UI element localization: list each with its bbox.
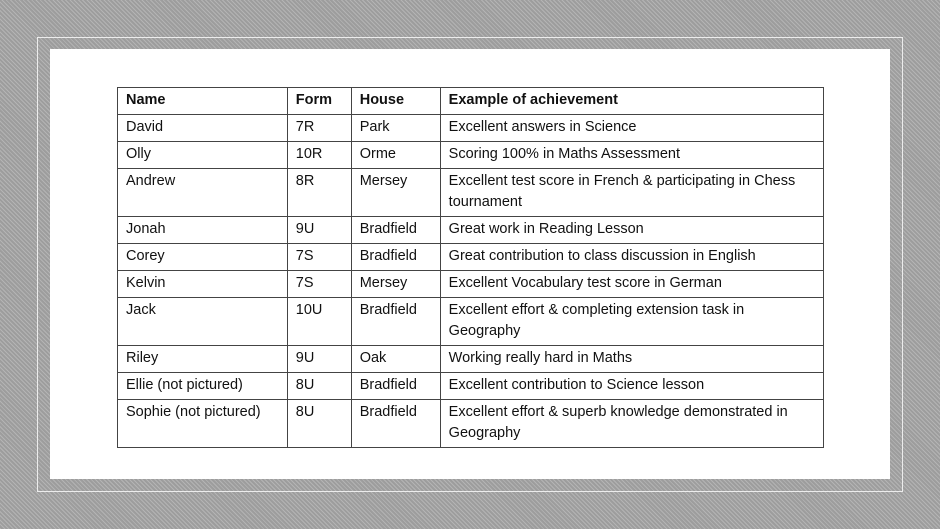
cell-achievement: Excellent contribution to Science lesson	[440, 373, 823, 400]
cell-house: Mersey	[351, 271, 440, 298]
header-form: Form	[287, 88, 351, 115]
cell-name: David	[118, 115, 288, 142]
table-row	[118, 142, 824, 169]
cell-form: 8U	[287, 373, 351, 400]
header-achievement: Example of achievement	[440, 88, 823, 115]
cell-house: Bradfield	[351, 244, 440, 271]
cell-achievement: Excellent effort & superb knowledge demonstrated in Geography	[440, 400, 823, 448]
cell-achievement: Working really hard in Maths	[440, 346, 823, 373]
cell-name: Sophie (not pictured)	[118, 400, 288, 448]
cell-name: Ellie (not pictured)	[118, 373, 288, 400]
cell-form: 10R	[287, 142, 351, 169]
cell-form: 9U	[287, 217, 351, 244]
cell-achievement: Excellent answers in Science	[440, 115, 823, 142]
cell-house: Bradfield	[351, 400, 440, 448]
cell-name: Corey	[118, 244, 288, 271]
table-row	[118, 244, 824, 271]
cell-achievement: Excellent test score in French & participating in Chess tournament	[440, 169, 823, 217]
table-row	[118, 271, 824, 298]
cell-achievement: Excellent effort & completing extension task in Geography	[440, 298, 823, 346]
achievement-table	[117, 87, 824, 448]
cell-name: Andrew	[118, 169, 288, 217]
cell-form: 7R	[287, 115, 351, 142]
slide	[50, 49, 890, 479]
table-row	[118, 169, 824, 217]
table-row	[118, 400, 824, 448]
header-name: Name	[118, 88, 288, 115]
table-row	[118, 298, 824, 346]
cell-house: Bradfield	[351, 373, 440, 400]
table-row	[118, 115, 824, 142]
cell-house: Oak	[351, 346, 440, 373]
cell-house: Bradfield	[351, 298, 440, 346]
cell-name: Olly	[118, 142, 288, 169]
header-house: House	[351, 88, 440, 115]
cell-form: 7S	[287, 271, 351, 298]
cell-form: 7S	[287, 244, 351, 271]
cell-name: Kelvin	[118, 271, 288, 298]
cell-achievement: Scoring 100% in Maths Assessment	[440, 142, 823, 169]
cell-name: Jonah	[118, 217, 288, 244]
cell-form: 10U	[287, 298, 351, 346]
table-header-row	[118, 88, 824, 115]
cell-name: Riley	[118, 346, 288, 373]
cell-form: 8R	[287, 169, 351, 217]
cell-form: 8U	[287, 400, 351, 448]
table-row	[118, 217, 824, 244]
cell-achievement: Great work in Reading Lesson	[440, 217, 823, 244]
cell-house: Orme	[351, 142, 440, 169]
cell-name: Jack	[118, 298, 288, 346]
cell-house: Bradfield	[351, 217, 440, 244]
table-row	[118, 373, 824, 400]
cell-form: 9U	[287, 346, 351, 373]
cell-achievement: Great contribution to class discussion in English	[440, 244, 823, 271]
table-row	[118, 346, 824, 373]
cell-achievement: Excellent Vocabulary test score in German	[440, 271, 823, 298]
cell-house: Park	[351, 115, 440, 142]
cell-house: Mersey	[351, 169, 440, 217]
